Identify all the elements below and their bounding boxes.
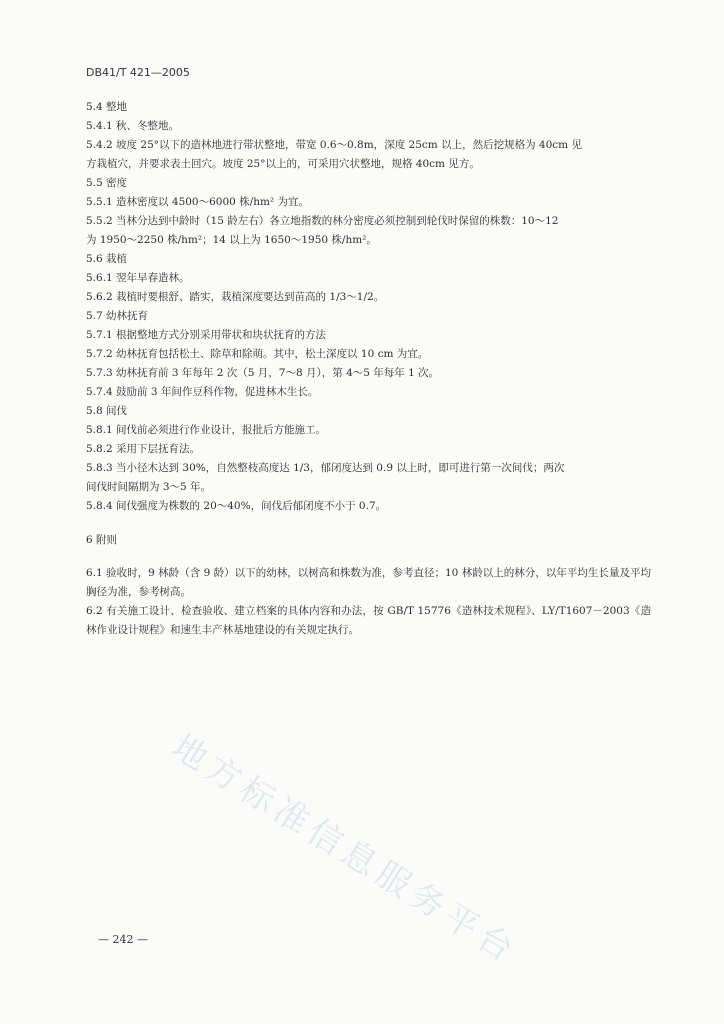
clause-5-4-2: 5.4.2 坡度 25°以下的造林地进行带状整地，带宽 0.6～0.8m，深度 25cm 以上，然后挖规格为 40cm 见 — [86, 139, 582, 151]
clause-5-6-1: 5.6.1 翌年早春造林。 — [86, 272, 190, 284]
heading-6: 6 附则 — [86, 534, 118, 546]
watermark-text: 地方标准信息服务平台 — [164, 726, 525, 973]
clause-5-5-2: 5.5.2 当林分达到中龄时（15 龄左右）各立地指数的林分密度必须控制到轮伐时保留的株数：10～12 — [86, 215, 559, 227]
clause-5-8-3-cont: 间伐时间隔期为 3～5 年。 — [86, 481, 212, 493]
clause-5-7-3: 5.7.3 幼林抚育前 3 年每年 2 次（5 月，7～8 月），第 4～5 年每年 1 次。 — [86, 367, 440, 379]
clause-6-1: 6.1 验收时，9 林龄（含 9 龄）以下的幼林，以树高和株数为准，参考直径；10 林龄以上的林分，以年平均生长量及平均胸径为准，参考树高。 — [86, 567, 651, 598]
clause-5-4-2-cont: 方栽植穴，并要求表土回穴。坡度 25°以上的，可采用穴状整地，规格 40cm 见方。 — [86, 158, 480, 170]
heading-5-8: 5.8 间伐 — [86, 405, 128, 417]
clause-5-8-4: 5.8.4 间伐强度为株数的 20～40%，间伐后郁闭度不小于 0.7。 — [86, 500, 387, 512]
heading-5-6: 5.6 栽植 — [86, 253, 128, 265]
heading-5-5: 5.5 密度 — [86, 177, 128, 189]
clause-5-7-4: 5.7.4 鼓励前 3 年间作豆科作物，促进林木生长。 — [86, 386, 319, 398]
clause-5-8-1: 5.8.1 间伐前必须进行作业设计，报批后方能施工。 — [86, 424, 327, 436]
clause-5-5-2-cont: 为 1950～2250 株/hm²；14 以上为 1650～1950 株/hm²。 — [86, 234, 377, 246]
clause-5-8-3: 5.8.3 当小径木达到 30%，自然整枝高度达 1/3，郁闭度达到 0.9 以上时，即可进行第一次间伐；两次 — [86, 462, 565, 474]
clause-5-6-2: 5.6.2 栽植时要根舒、踏实，栽植深度要达到苗高的 1/3～1/2。 — [86, 291, 385, 303]
heading-5-4: 5.4 整地 — [86, 101, 128, 113]
clause-5-5-1: 5.5.1 造林密度以 4500～6000 株/hm² 为宜。 — [86, 196, 309, 208]
heading-5-7: 5.7 幼林抚育 — [86, 310, 149, 322]
clause-5-4-1: 5.4.1 秋、冬整地。 — [86, 120, 180, 132]
clause-5-8-2: 5.8.2 采用下层抚育法。 — [86, 443, 201, 455]
clause-5-7-1: 5.7.1 根据整地方式分别采用带状和块状抚育的方法 — [86, 329, 327, 341]
clause-6-2: 6.2 有关施工设计、检查验收、建立档案的具体内容和办法，按 GB/T 15776《造林技术规程》、LY/T1607－2003《造林作业设计规程》和速生丰产林基地建设的有关规定执行。 — [86, 605, 651, 636]
standard-code-header: DB41/T 421—2005 — [86, 66, 190, 79]
page-number: — 242 — — [98, 933, 148, 946]
clause-5-7-2: 5.7.2 幼林抚育包括松土、除草和除萌。其中，松土深度以 10 cm 为宜。 — [86, 348, 429, 360]
